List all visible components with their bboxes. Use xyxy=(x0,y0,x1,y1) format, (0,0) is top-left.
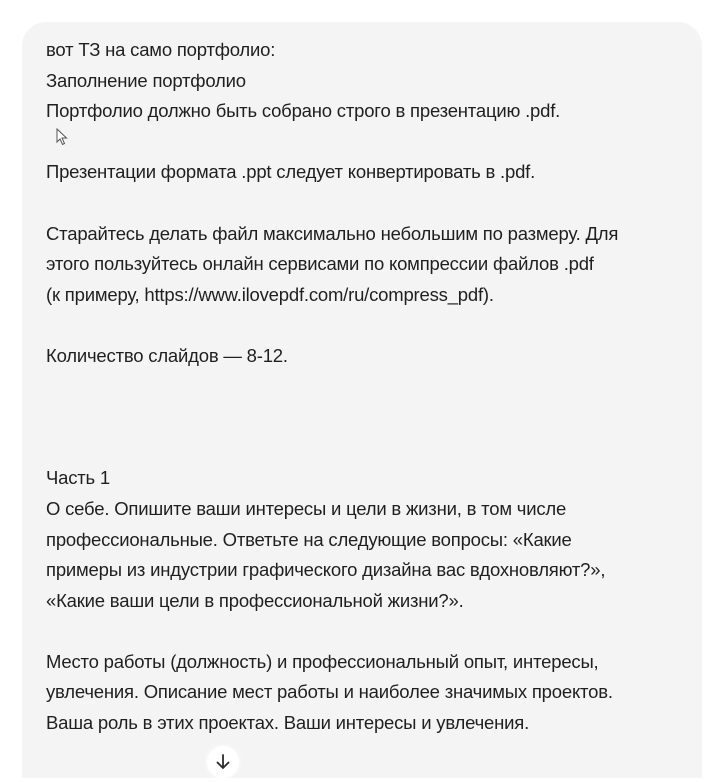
composer-edge xyxy=(0,778,726,782)
message-line: Место работы (должность) и профессиональный опыт, интересы, xyxy=(46,650,599,672)
paragraph-gap xyxy=(46,372,678,433)
message-line: Портфолио должно быть собрано строго в презентацию .pdf. xyxy=(46,100,561,122)
message-line: Заполнение портфолио xyxy=(46,69,246,91)
arrow-down-icon xyxy=(215,753,231,771)
message-line: О себе. Опишите ваши интересы и цели в жизни, в том числе xyxy=(46,497,567,519)
paragraph-gap xyxy=(46,310,678,341)
paragraph-gap xyxy=(46,616,678,647)
message-line: «Какие ваши цели в профессиональной жизни?». xyxy=(46,589,464,611)
message-line: Количество слайдов — 8-12. xyxy=(46,344,288,366)
message-line: профессиональные. Ответьте на следующие вопросы: «Какие xyxy=(46,528,572,550)
message-line: Часть 1 xyxy=(46,467,111,489)
message-line: Ваша роль в этих проектах. Ваши интересы и увлечения. xyxy=(46,712,530,734)
message-line: этого пользуйтесь онлайн сервисами по компрессии файлов .pdf xyxy=(46,253,594,275)
user-message-bubble xyxy=(22,22,702,782)
mouse-cursor-icon xyxy=(56,128,68,146)
paragraph-gap xyxy=(46,188,678,219)
paragraph-gap xyxy=(46,127,678,158)
message-line: вот ТЗ на само портфолио: xyxy=(46,39,276,60)
message-line: примеры из индустрии графического дизайна вас вдохновляют?», xyxy=(46,559,606,581)
message-line: Презентации формата .ppt следует конвертировать в .pdf. xyxy=(46,161,536,183)
message-line: Старайтесь делать файл максимально небольшим по размеру. Для xyxy=(46,222,619,244)
message-line: увлечения. Описание мест работы и наиболее значимых проектов. xyxy=(46,681,613,703)
message-line: (к примеру, https://www.ilovepdf.com/ru/compress_pdf). xyxy=(46,283,494,305)
paragraph-gap xyxy=(46,433,678,464)
scroll-to-bottom-button[interactable] xyxy=(207,746,239,778)
